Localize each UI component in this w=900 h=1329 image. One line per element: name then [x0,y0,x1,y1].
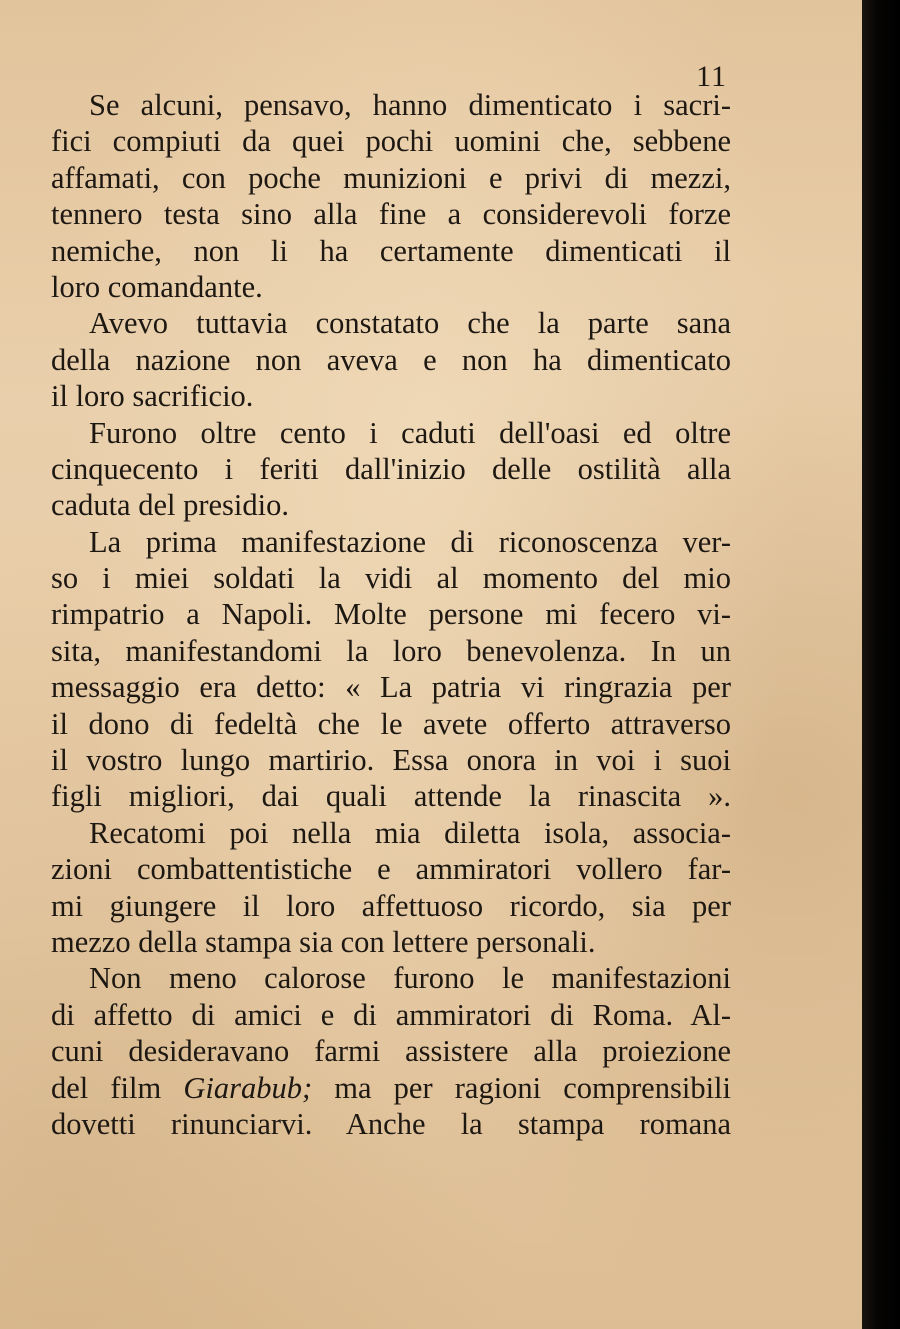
text-line: Recatomi poi nella mia diletta isola, associa- [89,815,731,850]
text-line: il dono di fedeltà che le avete offerto attraverso [51,706,731,741]
text-line: messaggio era detto: « La patria vi ringrazia per [51,670,731,705]
text-line: loro comandante. [51,269,263,304]
text-line: affamati, con poche munizioni e privi di mezzi, [51,160,731,195]
body-text [51,87,731,1142]
text-line: Furono oltre cento i caduti dell'oasi ed oltre [89,415,731,450]
text-line: Se alcuni, pensavo, hanno dimenticato i sacri- [89,88,731,122]
page-number: 11 [696,60,727,93]
text-line: La prima manifestazione di riconoscenza ver- [89,524,731,559]
text-line: della nazione non aveva e non ha dimenticato [51,342,731,377]
book-spine-shadow [862,0,900,1329]
text-line: del film Giarabub; ma per ragioni comprensibili [51,1070,731,1105]
text-line: fici compiuti da quei pochi uomini che, sebbene [51,124,731,159]
text-line: rimpatrio a Napoli. Molte persone mi fecero vi- [51,597,731,632]
text-line: tennero testa sino alla fine a considerevoli forze [51,197,731,232]
text-line: Non meno calorose furono le manifestazioni [89,961,731,996]
text-line: figli migliori, dai quali attende la rinascita ». [51,779,731,814]
text-line: zioni combattentistiche e ammiratori vollero far- [51,852,731,887]
text-line: di affetto di amici e di ammiratori di Roma. Al- [51,997,731,1032]
text-line: dovetti rinunciarvi. Anche la stampa romana [51,1106,731,1141]
text-line: sita, manifestandomi la loro benevolenza. In un [51,633,731,668]
film-title: Giarabub; [183,1070,313,1105]
text-line: cuni desideravano farmi assistere alla proiezione [51,1034,731,1069]
text-line: cinquecento i feriti dall'inizio delle ostilità alla [51,451,731,486]
text-line: so i miei soldati la vidi al momento del mio [51,561,731,596]
text-line: Avevo tuttavia constatato che la parte sana [89,306,731,341]
text-line: caduta del presidio. [51,488,289,523]
text-line: il vostro lungo martirio. Essa onora in voi i suoi [51,743,731,778]
text-line: il loro sacrificio. [51,379,254,414]
text-line: mezzo della stampa sia con lettere personali. [51,924,596,959]
text-line: nemiche, non li ha certamente dimenticati il [51,233,731,268]
text-line: mi giungere il loro affettuoso ricordo, sia per [51,888,731,923]
